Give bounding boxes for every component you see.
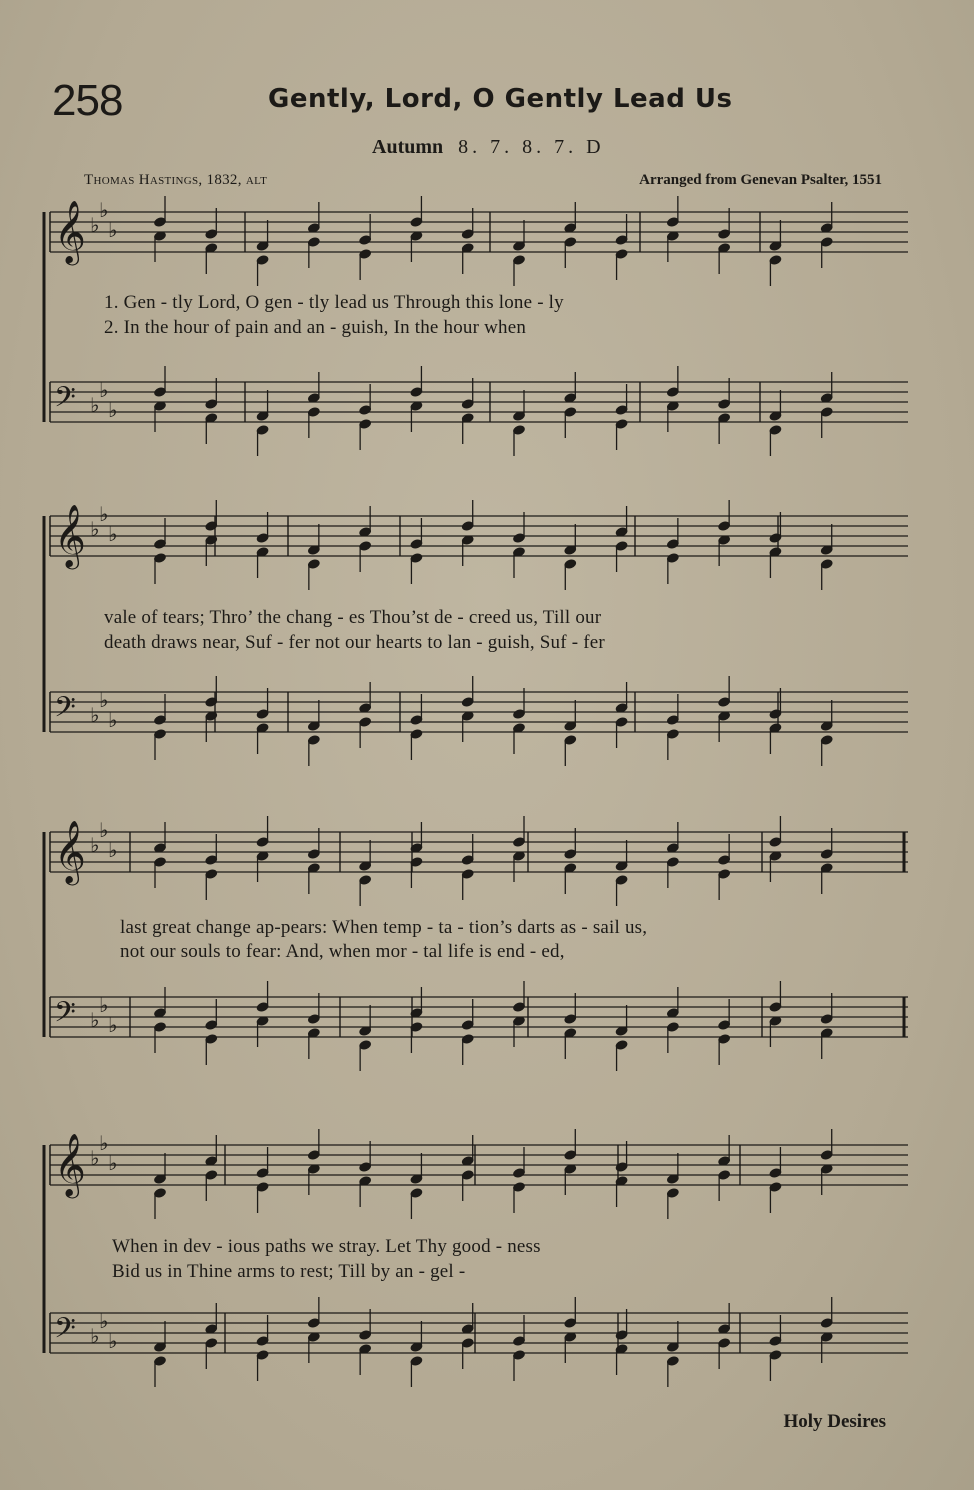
lyric-verse-2: not our souls to fear: And, when mor - tal life is end - ed, — [120, 941, 565, 962]
flat-sign-icon: ♭ — [90, 1146, 100, 1170]
bass-clef-icon: 𝄢 — [54, 381, 76, 421]
bass-clef-icon: 𝄢 — [54, 691, 76, 731]
tune-name: Autumn — [372, 136, 444, 158]
arranger-credit: Arranged from Genevan Psalter, 1551 — [639, 172, 882, 188]
bass-clef-icon: 𝄢 — [54, 1312, 76, 1352]
lyric-verse-1: last great change ap-pears: When temp - ta - tion’s darts as - sail us, — [120, 917, 648, 938]
flat-sign-icon: ♭ — [90, 1324, 100, 1348]
hymn-number: 258 — [52, 76, 123, 125]
topic-category: Holy Desires — [783, 1411, 886, 1432]
hymn-title: Gently, Lord, O Gently Lead Us — [268, 84, 733, 114]
treble-clef-icon: 𝄞 — [54, 504, 86, 567]
flat-sign-icon: ♭ — [99, 378, 109, 402]
author-credit: Thomas Hastings, 1832, alt — [84, 172, 268, 188]
flat-sign-icon: ♭ — [108, 1013, 118, 1037]
lyric-verse-2: death draws near, Suf - fer not our hearts to lan - guish, Suf - fer — [104, 632, 605, 653]
flat-sign-icon: ♭ — [90, 393, 100, 417]
flat-sign-icon: ♭ — [108, 708, 118, 732]
bass-clef-icon: 𝄢 — [54, 996, 76, 1036]
treble-clef-icon: 𝄞 — [54, 820, 86, 883]
flat-sign-icon: ♭ — [99, 198, 109, 222]
flat-sign-icon: ♭ — [99, 818, 109, 842]
flat-sign-icon: ♭ — [108, 1329, 118, 1353]
flat-sign-icon: ♭ — [108, 398, 118, 422]
lyric-verse-1: When in dev - ious paths we stray. Let Thy good - ness — [112, 1236, 541, 1257]
lyric-verse-1: 1. Gen - tly Lord, O gen - tly lead us Through this lone - ly — [104, 292, 564, 313]
flat-sign-icon: ♭ — [99, 1131, 109, 1155]
tune-meter: 8. 7. 8. 7. D — [458, 136, 605, 158]
flat-sign-icon: ♭ — [108, 838, 118, 862]
lyric-verse-1: vale of tears; Thro’ the chang - es Thou’st de - creed us, Till our — [104, 607, 602, 628]
flat-sign-icon: ♭ — [99, 688, 109, 712]
flat-sign-icon: ♭ — [90, 833, 100, 857]
lyric-verse-2: 2. In the hour of pain and an - guish, In the hour when — [104, 317, 527, 338]
treble-clef-icon: 𝄞 — [54, 1133, 86, 1196]
flat-sign-icon: ♭ — [90, 213, 100, 237]
lyric-verse-2: Bid us in Thine arms to rest; Till by an - gel - — [112, 1261, 466, 1282]
flat-sign-icon: ♭ — [90, 1008, 100, 1032]
flat-sign-icon: ♭ — [90, 703, 100, 727]
flat-sign-icon: ♭ — [99, 993, 109, 1017]
flat-sign-icon: ♭ — [108, 1151, 118, 1175]
flat-sign-icon: ♭ — [108, 218, 118, 242]
flat-sign-icon: ♭ — [99, 502, 109, 526]
flat-sign-icon: ♭ — [90, 517, 100, 541]
flat-sign-icon: ♭ — [99, 1309, 109, 1333]
flat-sign-icon: ♭ — [108, 522, 118, 546]
treble-clef-icon: 𝄞 — [54, 200, 86, 263]
